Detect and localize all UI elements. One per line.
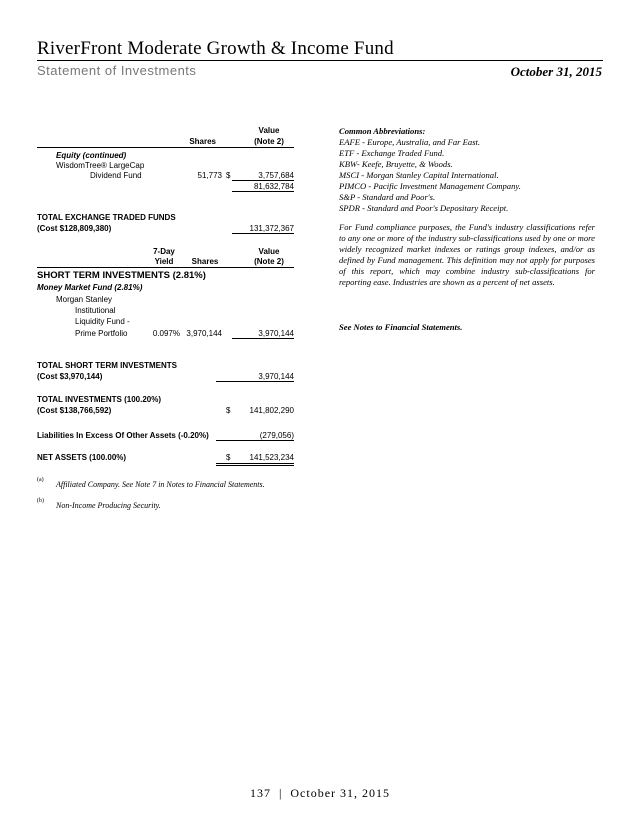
fund-dollar-sign: $	[226, 171, 231, 180]
compliance-paragraph: For Fund compliance purposes, the Fund's industry classifications refer to any one or more of the industry sub-classifications used by one or more widely recognized market indexes or ratings group indexes, and/or as defined by Fund management. This definition may not apply for purposes of this report, which may combine industry sub-classifications for reporting ease. Industries are shown as a percent of net assets.	[339, 222, 595, 287]
abbreviation-item: PIMCO - Pacific Investment Management Company.	[339, 181, 521, 191]
fund-title: RiverFront Moderate Growth & Income Fund	[37, 38, 394, 59]
col-value-note: (Note 2)	[254, 137, 284, 146]
fund-name-line1: WisdomTree® LargeCap	[56, 161, 145, 170]
holding-line2: Institutional	[75, 306, 116, 315]
liabilities-label: Liabilities In Excess Of Other Assets (-0.20%)	[37, 431, 209, 440]
total-investments-label: TOTAL INVESTMENTS (100.20%)	[37, 395, 162, 404]
footnote-b-text: Non-Income Producing Security.	[56, 501, 161, 510]
holding-yield: 0.097%	[152, 329, 180, 338]
table2-header-rule	[37, 267, 294, 268]
abbreviations-block	[339, 126, 595, 214]
col-shares-label: Shares	[189, 137, 216, 146]
total-etf-cost: (Cost $128,809,380)	[37, 224, 112, 233]
total-investments-cost: (Cost $138,766,592)	[37, 406, 112, 415]
header-rule	[37, 60, 603, 61]
total-investments-dollar: $	[226, 406, 231, 415]
abbreviation-item: KBW- Keefe, Bruyette, & Woods.	[339, 159, 453, 169]
fund-name-line2: Dividend Fund	[90, 171, 142, 180]
abbreviation-item: SPDR - Standard and Poor's Depositary Receipt.	[339, 203, 509, 213]
holding-line1: Morgan Stanley	[56, 295, 113, 304]
total-investments-value: 141,802,290	[249, 406, 294, 415]
footnote-a-mark: (a)	[37, 477, 44, 483]
holding-line3: Liquidity Fund -	[75, 317, 130, 326]
footnote-a-text: Affiliated Company. See Note 7 in Notes to Financial Statements.	[56, 480, 265, 489]
footnote-b-mark: (b)	[37, 498, 44, 504]
net-assets-value: 141,523,234	[249, 453, 294, 462]
fund-value: 3,757,684	[232, 171, 294, 181]
page-subtitle: Statement of Investments	[37, 63, 197, 78]
abbreviation-item: ETF - Exchange Traded Fund.	[339, 148, 445, 158]
col-value-label: Value	[258, 126, 280, 135]
col-shares-label-2: Shares	[191, 257, 219, 266]
holding-line4: Prime Portfolio	[75, 329, 128, 338]
col-value-label-2: Value	[258, 247, 280, 256]
equity-continued: Equity (continued)	[56, 151, 127, 160]
abbreviations-heading: Common Abbreviations:	[339, 126, 426, 136]
col-yield-sub: Yield	[154, 257, 174, 266]
col-value-note-2: (Note 2)	[254, 257, 284, 266]
holding-value: 3,970,144	[232, 329, 294, 339]
footer-separator: |	[278, 786, 283, 800]
holding-shares: 3,970,144	[186, 329, 222, 338]
total-sti-value: 3,970,144	[216, 372, 294, 382]
page-footer	[0, 786, 640, 801]
sti-section-heading: SHORT TERM INVESTMENTS (2.81%)	[37, 270, 206, 281]
page-number: 137	[249, 786, 271, 800]
money-market-heading: Money Market Fund (2.81%)	[37, 283, 143, 292]
abbreviation-item: EAFE - Europe, Australia, and Far East.	[339, 137, 481, 147]
subtotal-value: 81,632,784	[232, 182, 294, 192]
abbreviation-item: S&P - Standard and Poor's.	[339, 192, 436, 202]
net-assets-dollar: $	[226, 453, 231, 462]
fund-shares: 51,773	[197, 171, 222, 180]
report-date: October 31, 2015	[510, 64, 602, 79]
liabilities-value: (279,056)	[216, 431, 294, 441]
col-yield-label: 7-Day	[153, 247, 175, 256]
total-etf-value: 131,372,367	[232, 224, 294, 234]
abbreviation-item: MSCI - Morgan Stanley Capital International.	[339, 170, 499, 180]
see-notes-link: See Notes to Financial Statements.	[339, 322, 463, 332]
total-sti-cost: (Cost $3,970,144)	[37, 372, 103, 381]
total-etf-label: TOTAL EXCHANGE TRADED FUNDS	[37, 213, 176, 222]
total-sti-label: TOTAL SHORT TERM INVESTMENTS	[37, 361, 178, 370]
footer-date: October 31, 2015	[290, 786, 391, 800]
net-assets-label: NET ASSETS (100.00%)	[37, 453, 127, 462]
table1-header-rule	[37, 147, 294, 148]
